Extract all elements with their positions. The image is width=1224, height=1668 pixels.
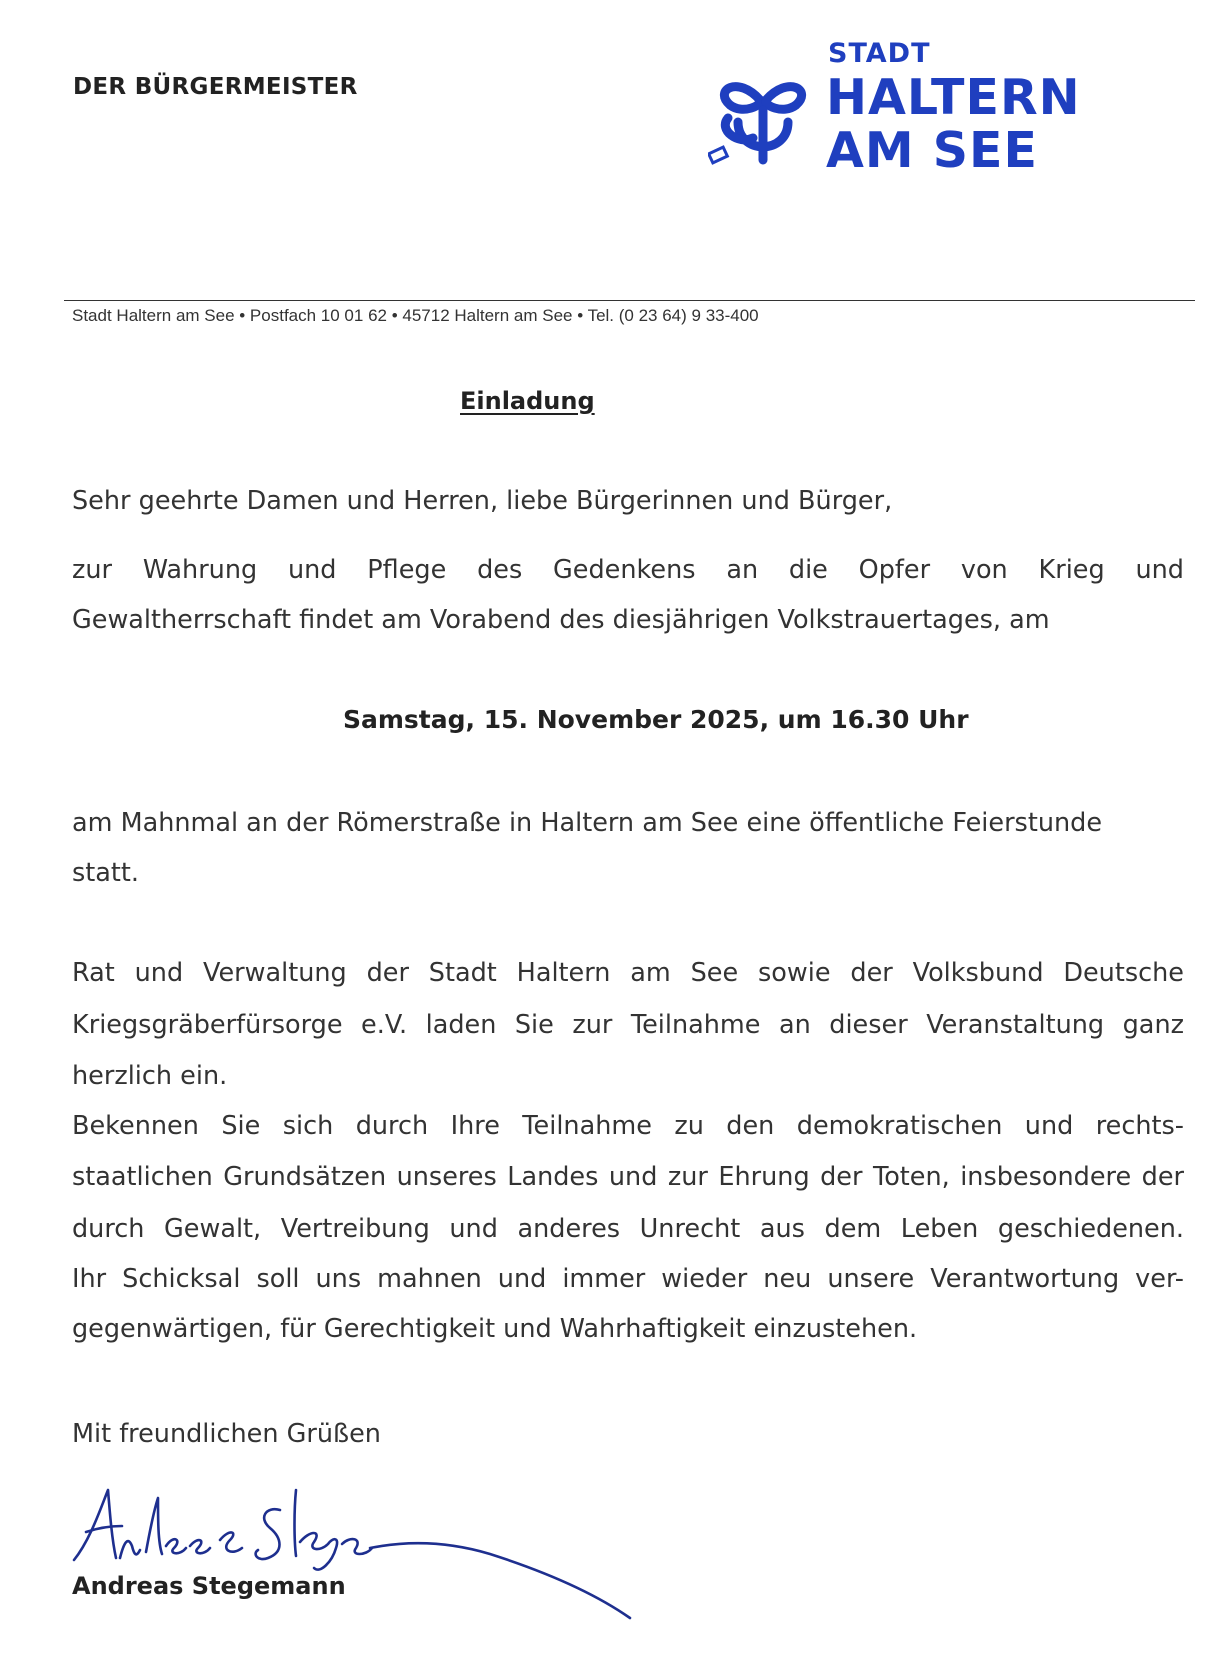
city-emblem-icon bbox=[708, 70, 818, 180]
paragraph-line: staatlichen Grundsätzen unseres Landes und zur Ehrung der Toten, insbesondere der bbox=[72, 1162, 1184, 1192]
handwritten-signature bbox=[70, 1470, 670, 1640]
paragraph-line: gegenwärtigen, für Gerechtigkeit und Wahrhaftigkeit einzustehen. bbox=[72, 1314, 918, 1344]
paragraph-line: zur Wahrung und Pflege des Gedenkens an die Opfer von Krieg und bbox=[72, 555, 1184, 585]
paragraph-line: Kriegsgräberfürsorge e.V. laden Sie zur Teilnahme an dieser Veranstaltung ganz bbox=[72, 1010, 1184, 1040]
signer-name: Andreas Stegemann bbox=[72, 1572, 346, 1600]
event-date: Samstag, 15. November 2025, um 16.30 Uhr bbox=[343, 705, 969, 734]
logo-line-stadt: STADT bbox=[828, 38, 931, 69]
paragraph-line: Ihr Schicksal soll uns mahnen und immer wieder neu unsere Verantwortung ver- bbox=[72, 1264, 1184, 1294]
paragraph-line: am Mahnmal an der Römerstraße in Haltern am See eine öffentliche Feierstunde bbox=[72, 808, 1103, 838]
sender-title: DER BÜRGERMEISTER bbox=[73, 74, 358, 100]
header-divider bbox=[64, 300, 1195, 301]
city-logo bbox=[708, 40, 1108, 190]
paragraph-line: herzlich ein. bbox=[72, 1061, 228, 1091]
paragraph-line: Gewaltherrschaft findet am Vorabend des diesjährigen Volkstrauertages, am bbox=[72, 605, 1050, 635]
paragraph-line: Rat und Verwaltung der Stadt Haltern am See sowie der Volksbund Deutsche bbox=[72, 958, 1184, 988]
sender-address: Stadt Haltern am See • Postfach 10 01 62 • 45712 Haltern am See • Tel. (0 23 64) 9 33-400 bbox=[72, 306, 759, 325]
closing-phrase: Mit freundlichen Grüßen bbox=[72, 1419, 381, 1449]
paragraph-line: Bekennen Sie sich durch Ihre Teilnahme zu den demokratischen und rechts- bbox=[72, 1111, 1184, 1141]
paragraph-line: statt. bbox=[72, 858, 140, 888]
logo-line-am-see: AM SEE bbox=[826, 122, 1038, 179]
paragraph-line: durch Gewalt, Vertreibung und anderes Unrecht aus dem Leben geschiedenen. bbox=[72, 1214, 1184, 1244]
logo-line-haltern: HALTERN bbox=[826, 69, 1081, 126]
letter-heading: Einladung bbox=[460, 387, 595, 415]
salutation: Sehr geehrte Damen und Herren, liebe Bürgerinnen und Bürger, bbox=[72, 486, 893, 516]
